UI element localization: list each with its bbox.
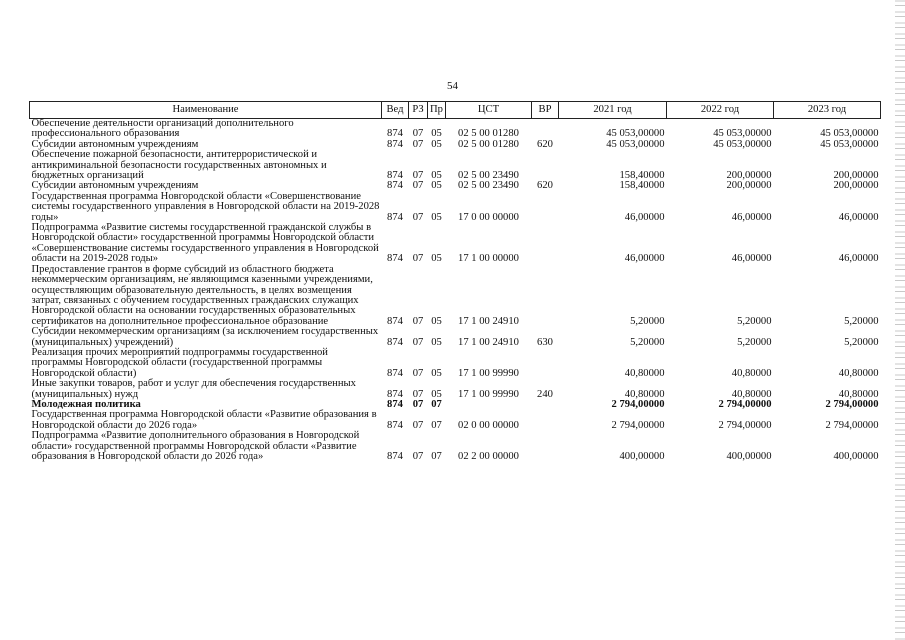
col-header-pr: Пр [428,102,446,119]
row-2021: 158,40000 [619,170,665,182]
row-name: Государственная программа Новгородской области «Совершенствование системы государственного управления в Новгородской области на 2019-2028 годы» [31,190,380,223]
col-header-rz: РЗ [409,102,428,119]
table-row [30,431,881,462]
row-2023: 40,80000 [838,367,879,379]
row-name: Субсидии некоммерческим организациям (за исключением государственных (муниципальных) учреждений) [31,326,379,348]
row-cst: 17 1 00 24910 [458,336,519,348]
row-ved: 874 [387,138,403,150]
row-rz: 07 [412,253,424,265]
row-cst: 02 2 00 00000 [458,451,519,462]
row-pr: 07 [431,451,442,462]
row-cst [446,400,532,410]
row-2023: 2 794,00000 [825,419,879,431]
row-rz: 07 [412,367,424,379]
row-name: Молодежная политика [31,398,141,410]
row-vr [532,192,559,223]
row-rz: 07 [412,211,424,223]
page-number: 54 [447,80,458,92]
row-2021: 46,00000 [624,211,665,223]
row-vr [532,119,559,140]
row-ved: 874 [387,388,403,400]
row-cst: 02 5 00 01280 [458,128,519,140]
row-pr: 05 [431,128,442,140]
row-2023: 45 053,00000 [820,128,879,140]
row-name: Иные закупки товаров, работ и услуг для обеспечения государственных (муниципальных) нужд [31,378,356,400]
row-ved: 874 [387,315,403,327]
row-2022: 46,00000 [731,253,772,265]
col-header-2023: 2023 год [774,102,881,119]
row-2023: 5,20000 [844,315,879,327]
row-2022: 5,20000 [737,315,772,327]
row-rz: 07 [412,138,424,150]
row-cst: 17 1 00 00000 [458,253,519,265]
table-row [30,119,881,140]
row-rz: 07 [412,419,424,431]
row-pr: 07 [431,398,442,410]
row-2023: 2 794,00000 [825,398,879,410]
row-name: Субсидии автономным учреждениям [31,138,199,150]
row-pr: 05 [431,170,442,182]
row-name: Подпрограмма «Развитие дополнительного образования в Новгородской области» государственной программы Новгородской области «Развитие образования в Новгородской области до 2026 года» [31,430,360,462]
row-2021: 46,00000 [624,253,665,265]
row-ved: 874 [387,336,403,348]
row-cst: 17 1 00 24910 [458,315,519,327]
row-cst: 02 5 00 23490 [458,180,519,192]
row-rz: 07 [412,336,424,348]
row-ved: 874 [387,253,403,265]
row-rz: 07 [412,315,424,327]
row-2022: 2 794,00000 [718,419,772,431]
row-vr: 630 [537,336,553,348]
row-2021: 45 053,00000 [606,128,665,140]
table-header [30,102,881,119]
table-row [30,348,881,379]
row-pr: 07 [431,419,442,431]
row-vr [532,223,559,265]
col-header-name: Наименование [30,102,382,119]
row-vr: 620 [537,180,553,192]
col-header-ved: Вед [382,102,409,119]
row-2023: 40,80000 [838,388,879,400]
row-vr [532,348,559,379]
row-rz: 07 [412,451,424,462]
row-cst: 02 5 00 23490 [458,170,519,182]
row-name: Реализация прочих мероприятий подпрограммы государственной программы Новгородской области (государственной программы Новгородской области) [31,346,328,379]
row-ved: 874 [387,451,403,462]
row-ved: 874 [387,211,403,223]
row-cst: 02 5 00 01280 [458,138,519,150]
row-cst: 17 1 00 99990 [458,367,519,379]
col-header-cst: ЦСТ [446,102,532,119]
row-pr: 05 [431,367,442,379]
row-cst: 17 1 00 99990 [458,388,519,400]
row-2021: 40,80000 [624,367,665,379]
row-ved: 874 [387,398,403,410]
row-2021: 158,40000 [619,180,665,192]
row-2022: 45 053,00000 [713,128,772,140]
row-2021: 400,00000 [619,451,665,462]
budget-table [29,101,881,462]
row-2021: 45 053,00000 [606,138,665,150]
row-2021: 5,20000 [630,336,665,348]
row-2023: 200,00000 [833,170,879,182]
row-ved: 874 [387,367,403,379]
row-pr: 05 [431,253,442,265]
row-ved: 874 [387,180,403,192]
row-2023: 46,00000 [838,211,879,223]
row-2022: 2 794,00000 [718,398,772,410]
row-ved: 874 [387,128,403,140]
row-rz: 07 [412,170,424,182]
row-cst: 02 0 00 00000 [458,419,519,431]
row-2022: 46,00000 [731,211,772,223]
row-2023: 45 053,00000 [820,138,879,150]
table-row [30,327,881,348]
row-2022: 5,20000 [737,336,772,348]
row-name: Обеспечение деятельности организаций дополнительного профессионального образования [31,118,294,140]
table-row [30,223,881,265]
row-2023: 46,00000 [838,253,879,265]
row-vr [532,265,559,327]
row-pr: 05 [431,138,442,150]
col-header-vr: ВР [532,102,559,119]
row-vr: 620 [537,138,553,150]
row-vr [532,410,559,431]
row-2022: 45 053,00000 [713,138,772,150]
row-2021: 2 794,00000 [611,398,665,410]
row-pr: 05 [431,180,442,192]
row-vr: 240 [537,388,553,400]
row-name: Государственная программа Новгородской области «Развитие образования в Новгородской области до 2026 года» [31,409,377,431]
row-rz: 07 [412,128,424,140]
row-2022: 40,80000 [731,388,772,400]
scan-edge [895,0,905,640]
row-name: Обеспечение пожарной безопасности, антитеррористической и антикриминальной безопасности государственных автономных и бюджетных организаций [31,149,327,182]
table-body [30,119,881,463]
row-name: Подпрограмма «Развитие системы государственной гражданской службы в Новгородской области» государственной программы Новгородской области «Совершенствование системы государственного управления в Новгородской области на 2019-2028 годы» [31,222,379,265]
table-row [30,379,881,400]
row-rz: 07 [412,398,424,410]
table-row [30,410,881,431]
table-row [30,150,881,181]
row-2022: 400,00000 [726,451,772,462]
row-pr: 05 [431,211,442,223]
row-pr: 05 [431,315,442,327]
row-2022: 200,00000 [726,170,772,182]
row-2022: 40,80000 [731,367,772,379]
row-ved: 874 [387,419,403,431]
row-vr [532,400,559,410]
row-name: Предоставление грантов в форме субсидий из областного бюджета некоммерческим организациям, не являющимся казенными учреждениями, осуществляющим образовательную деятельность, в целях возмещения затрат, связанных с обучением государственных гражданских служащих Новгородской области на основании государственных образовательных сертификатов на дополнительное профессиональное образование [31,263,373,327]
row-2023: 400,00000 [833,451,879,462]
row-2022: 200,00000 [726,180,772,192]
table-row [30,192,881,223]
row-rz: 07 [412,180,424,192]
row-rz: 07 [412,388,424,400]
row-2021: 40,80000 [624,388,665,400]
row-cst: 17 0 00 00000 [458,211,519,223]
table-row [30,265,881,327]
row-2021: 2 794,00000 [611,419,665,431]
row-2021: 5,20000 [630,315,665,327]
row-pr: 05 [431,388,442,400]
row-pr: 05 [431,336,442,348]
col-header-2022: 2022 год [667,102,774,119]
row-ved: 874 [387,170,403,182]
row-2023: 200,00000 [833,180,879,192]
row-2023: 5,20000 [844,336,879,348]
row-vr [532,150,559,181]
col-header-2021: 2021 год [559,102,667,119]
row-vr [532,431,559,462]
row-name: Субсидии автономным учреждениям [31,180,199,192]
